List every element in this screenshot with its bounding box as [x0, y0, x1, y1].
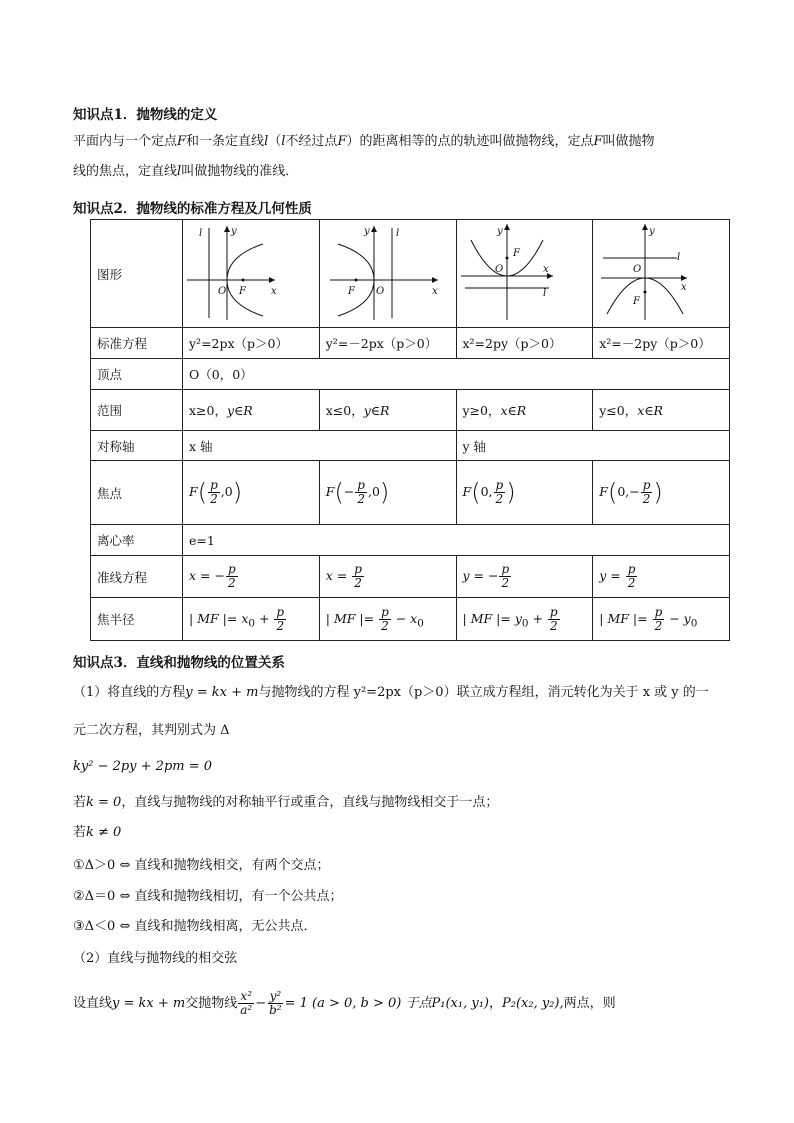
table-row: [91, 461, 730, 525]
svg-text:x: x: [542, 264, 549, 275]
row-label-axis: 对称轴: [91, 431, 183, 461]
table-row: [91, 390, 730, 431]
parabola-down-diagram: [593, 220, 729, 324]
svg-text:F: F: [347, 286, 355, 297]
figure-right-opening: [183, 220, 320, 328]
condition-intersect: ①Δ＞0 ⇔ 直线和抛物线相交，有两个交点；: [73, 858, 330, 873]
paragraph-1-line2: 元二次方程，其判别式为 Δ: [73, 723, 230, 738]
condition-separate: ③Δ＜0 ⇔ 直线和抛物线相离，无公共点．: [73, 919, 317, 934]
svg-text:O: O: [633, 264, 642, 275]
directrix-cell: x = − $\frac{p}{2}$: [183, 556, 320, 598]
svg-text:F: F: [512, 248, 520, 259]
table-row: [91, 525, 730, 556]
table-row: [91, 598, 730, 641]
parabola-properties-table: [90, 219, 730, 641]
svg-text:O: O: [218, 286, 227, 297]
focal-radius-cell: | MF |= $\frac{p}{2}$ − $x_0$: [319, 598, 456, 641]
table-row: [91, 556, 730, 598]
directrix-cell: x = $\frac{p}{2}$: [319, 556, 456, 598]
range-cell: y≥0，x∈R: [456, 390, 593, 431]
figure-down-opening: [593, 220, 730, 328]
svg-text:F: F: [239, 286, 246, 297]
case-k-zero: 若k = 0，直线与抛物线的对称轴平行或重合，直线与抛物线相交于一点；: [73, 795, 499, 810]
row-label-eccentricity: 离心率: [91, 525, 183, 556]
focal-radius-cell: | MF |= $x_0$ + $\frac{p}{2}$: [183, 598, 320, 641]
vertex-cell: O（0，0）: [183, 359, 730, 390]
figure-up-opening: [456, 220, 593, 328]
range-cell: x≤0，y∈R: [319, 390, 456, 431]
eccentricity-cell: e=1: [183, 525, 730, 556]
row-label-vertex: 顶点: [91, 359, 183, 390]
case-k-nonzero: 若k ≠ 0: [73, 825, 122, 840]
table-row: [91, 431, 730, 461]
focus-cell: F(− $\frac{p}{2}$ ,0): [319, 461, 456, 525]
row-label-equation: 标准方程: [91, 328, 183, 359]
table-row: [91, 359, 730, 390]
paragraph-2-heading: （2）直线与抛物线的相交弦: [73, 951, 238, 966]
equation-cell: y²=－2px（p＞0）: [319, 328, 456, 359]
definition-line2: 线的焦点，定直线l叫做抛物线的准线．: [73, 164, 299, 179]
section2-heading: 知识点2．抛物线的标准方程及几何性质: [73, 201, 312, 217]
focus-cell: F( $\frac{p}{2}$ ,0): [183, 461, 320, 525]
parabola-up-diagram: [457, 220, 593, 324]
parabola-right-diagram: [183, 220, 319, 324]
directrix-cell: y = − $\frac{p}{2}$: [456, 556, 593, 598]
svg-text:l: l: [677, 252, 681, 263]
equation-cell: x²=－2py（p＞0）: [593, 328, 730, 359]
equation-cell: y²=2px（p＞0）: [183, 328, 320, 359]
svg-text:l: l: [542, 288, 546, 299]
focal-radius-cell: | MF |= $\frac{p}{2}$ − $y_0$: [593, 598, 730, 641]
row-label-focal-radius: 焦半径: [91, 598, 183, 641]
row-label-range: 范围: [91, 390, 183, 431]
axis-cell: x 轴: [183, 431, 457, 461]
section3-heading: 知识点3．直线和抛物线的位置关系: [73, 655, 285, 671]
svg-text:l: l: [199, 228, 203, 239]
svg-text:x: x: [681, 282, 687, 293]
condition-tangent: ②Δ＝0 ⇔ 直线和抛物线相切，有一个公共点；: [73, 889, 343, 904]
svg-text:O: O: [375, 286, 384, 297]
svg-text:y: y: [496, 226, 503, 237]
equation-cell: x²=2py（p＞0）: [456, 328, 593, 359]
svg-text:y: y: [649, 226, 655, 237]
range-cell: x≥0，y∈R: [183, 390, 320, 431]
svg-text:x: x: [431, 286, 438, 297]
parabola-left-diagram: [320, 220, 456, 324]
table-row: [91, 328, 730, 359]
quadratic-equation: ky² − 2py + 2pm = 0: [73, 759, 213, 774]
row-label-figure: 图形: [91, 220, 183, 328]
svg-text:y: y: [231, 226, 237, 237]
focus-cell: F(0, $\frac{p}{2}$ ): [456, 461, 593, 525]
focus-cell: F(0,− $\frac{p}{2}$ ): [593, 461, 730, 525]
row-label-focus: 焦点: [91, 461, 183, 525]
definition-line1: 平面内与一个定点F和一条定直线l（l不经过点F）的距离相等的点的轨迹叫做抛物线，定点F叫做抛物: [73, 134, 655, 149]
svg-text:x: x: [271, 286, 277, 297]
axis-cell: y 轴: [456, 431, 730, 461]
svg-text:l: l: [395, 228, 399, 239]
chord-sentence: 设直线y = kx + m交抛物线 $\frac{\text{x²}}{\text{a²}}$ − $\frac{\text{y²}}{\text{b²}}$ = 1 (a > 0, b > 0) 于点P₁(x₁, y₁)，P₂(x₂, y₂),两点，则: [73, 989, 616, 1017]
section1-heading: 知识点1．抛物线的定义: [73, 107, 218, 123]
directrix-cell: y = $\frac{p}{2}$: [593, 556, 730, 598]
svg-text:F: F: [633, 296, 641, 307]
paragraph-1-line1: （1）将直线的方程y = kx + m与抛物线的方程 y²=2px（p＞0）联立成方程组，消元转化为关于 x 或 y 的一: [73, 685, 709, 700]
figure-left-opening: [319, 220, 456, 328]
range-cell: y≤0，x∈R: [593, 390, 730, 431]
table-row: [91, 220, 730, 328]
focal-radius-cell: | MF |= $y_0$ + $\frac{p}{2}$: [456, 598, 593, 641]
svg-text:y: y: [363, 226, 370, 237]
svg-text:O: O: [494, 264, 503, 275]
row-label-directrix: 准线方程: [91, 556, 183, 598]
